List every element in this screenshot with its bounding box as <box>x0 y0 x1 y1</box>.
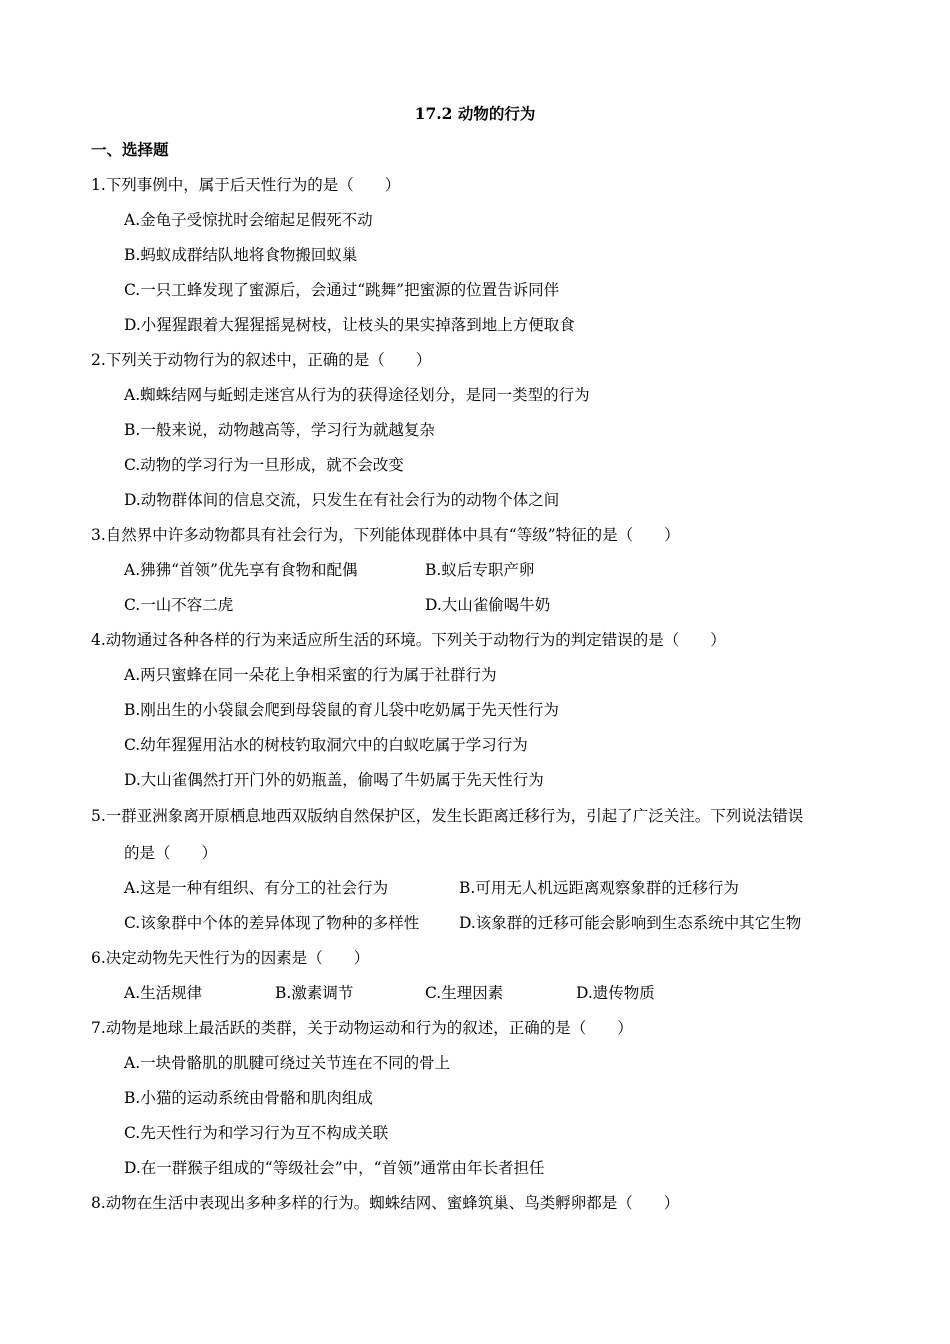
question-3-option-c: C.一山不容二虎 <box>124 596 234 614</box>
section-heading: 一、选择题 <box>91 140 169 159</box>
question-3-stem: 3.自然界中许多动物都具有社会行为，下列能体现群体中具有“等级”特征的是（ ） <box>91 526 680 544</box>
question-3-option-b: B.蚁后专职产卵 <box>425 561 535 579</box>
question-5-stem-line-2: 的是（ ） <box>124 844 218 862</box>
question-7-stem: 7.动物是地球上最活跃的类群，关于动物运动和行为的叙述，正确的是（ ） <box>91 1019 633 1037</box>
question-5-option-c: C.该象群中个体的差异体现了物种的多样性 <box>124 914 420 932</box>
question-1-option-b: B.蚂蚁成群结队地将食物搬回蚁巢 <box>124 246 358 264</box>
question-6-option-a: A.生活规律 <box>124 984 203 1002</box>
question-1-stem: 1.下列事例中，属于后天性行为的是（ ） <box>91 176 401 194</box>
question-8-stem: 8.动物在生活中表现出多种多样的行为。蜘蛛结网、蜜蜂筑巢、鸟类孵卵都是（ ） <box>91 1194 680 1212</box>
question-7-option-d: D.在一群猴子组成的“等级社会”中，“首领”通常由年长者担任 <box>124 1159 545 1177</box>
question-3-option-d: D.大山雀偷喝牛奶 <box>425 596 551 614</box>
question-7-option-b: B.小猫的运动系统由骨骼和肌肉组成 <box>124 1089 373 1107</box>
question-5-option-d: D.该象群的迁移可能会影响到生态系统中其它生物 <box>459 914 802 932</box>
question-4-option-b: B.刚出生的小袋鼠会爬到母袋鼠的育儿袋中吃奶属于先天性行为 <box>124 701 559 719</box>
question-1-option-d: D.小猩猩跟着大猩猩摇晃树枝，让枝头的果实掉落到地上方便取食 <box>124 316 575 334</box>
question-5-stem-line-1: 5.一群亚洲象离开原栖息地西双版纳自然保护区，发生长距离迁移行为，引起了广泛关注。下列说法错误 <box>91 807 804 825</box>
question-6-option-c: C.生理因素 <box>425 984 504 1002</box>
question-1-option-c: C.一只工蜂发现了蜜源后，会通过“跳舞”把蜜源的位置告诉同伴 <box>124 281 560 299</box>
question-6-stem: 6.决定动物先天性行为的因素是（ ） <box>91 949 370 967</box>
question-3-option-a: A.狒狒“首领”优先享有食物和配偶 <box>124 561 358 579</box>
question-2-option-b: B.一般来说，动物越高等，学习行为就越复杂 <box>124 421 435 439</box>
question-2-option-a: A.蜘蛛结网与蚯蚓走迷宫从行为的获得途径划分，是同一类型的行为 <box>124 386 590 404</box>
question-7-option-a: A.一块骨骼肌的肌腱可绕过关节连在不同的骨上 <box>124 1054 451 1072</box>
question-4-option-c: C.幼年猩猩用沾水的树枝钓取洞穴中的白蚁吃属于学习行为 <box>124 736 528 754</box>
question-1-option-a: A.金龟子受惊扰时会缩起足假死不动 <box>124 211 373 229</box>
document-title: 17.2 动物的行为 <box>414 104 536 123</box>
question-5-option-b: B.可用无人机远距离观察象群的迁移行为 <box>459 879 739 897</box>
question-7-option-c: C.先天性行为和学习行为互不构成关联 <box>124 1124 389 1142</box>
question-6-option-d: D.遗传物质 <box>576 984 655 1002</box>
question-4-option-d: D.大山雀偶然打开门外的奶瓶盖，偷喝了牛奶属于先天性行为 <box>124 771 544 789</box>
question-6-option-b: B.激素调节 <box>275 984 354 1002</box>
question-2-stem: 2.下列关于动物行为的叙述中，正确的是（ ） <box>91 351 432 369</box>
question-4-option-a: A.两只蜜蜂在同一朵花上争相采蜜的行为属于社群行为 <box>124 666 497 684</box>
question-2-option-d: D.动物群体间的信息交流，只发生在有社会行为的动物个体之间 <box>124 491 560 509</box>
question-5-option-a: A.这是一种有组织、有分工的社会行为 <box>124 879 389 897</box>
question-2-option-c: C.动物的学习行为一旦形成，就不会改变 <box>124 456 404 474</box>
question-4-stem: 4.动物通过各种各样的行为来适应所生活的环境。下列关于动物行为的判定错误的是（ ） <box>91 631 726 649</box>
